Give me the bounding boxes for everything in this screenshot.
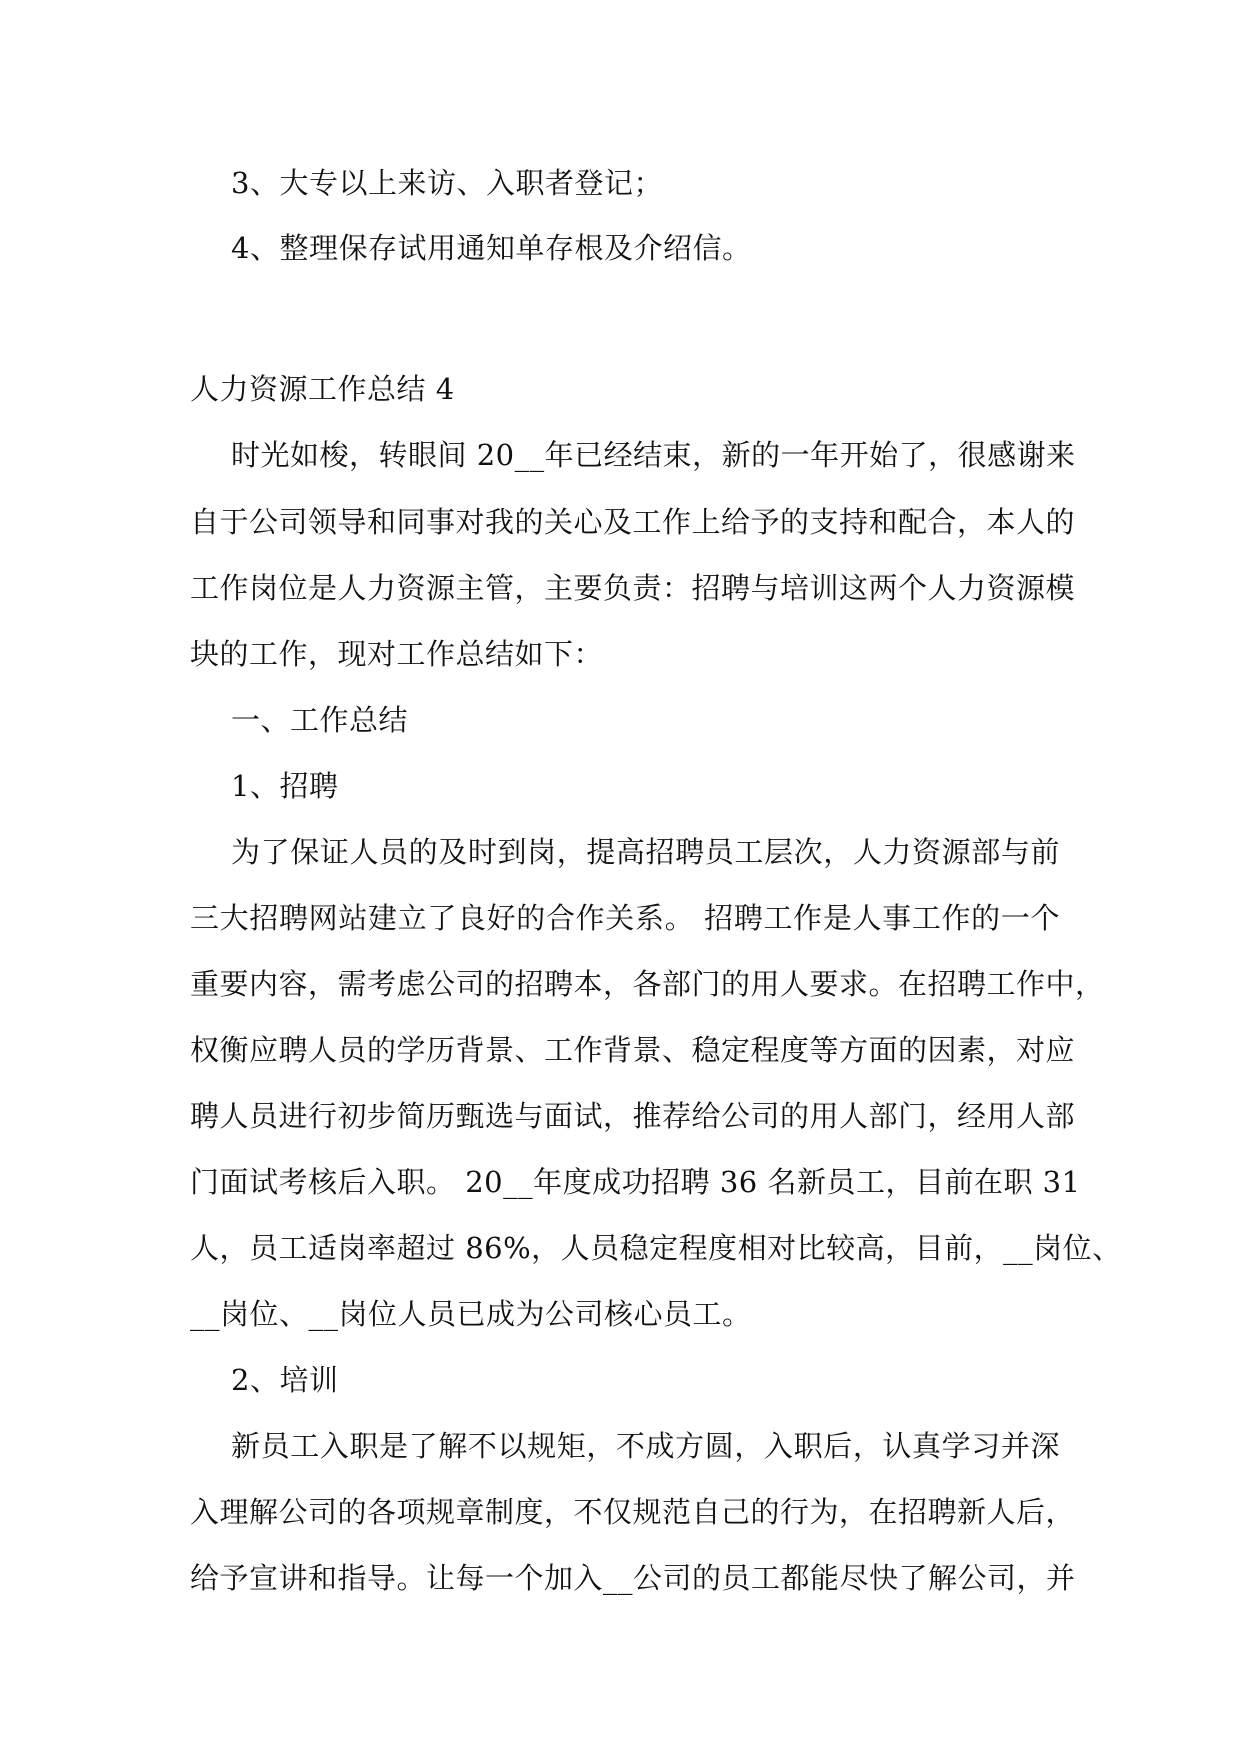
- list-item: 4、整理保存试用通知单存根及介绍信。: [231, 231, 752, 265]
- sub-heading: 2、培训: [231, 1363, 339, 1397]
- paragraph-line: 入理解公司的各项规章制度，不仅规范自己的行为，在招聘新人后，: [190, 1495, 1076, 1529]
- paragraph-line: 三大招聘网站建立了良好的合作关系。 招聘工作是人事工作的一个: [190, 901, 1060, 935]
- paragraph-line: 为了保证人员的及时到岗，提高招聘员工层次，人力资源部与前: [231, 835, 1060, 869]
- paragraph-line: 人，员工适岗率超过 86%，人员稳定程度相对比较高，目前，__岗位、: [190, 1231, 1122, 1265]
- paragraph-line: 时光如梭，转眼间 20__年已经结束，新的一年开始了，很感谢来: [231, 438, 1076, 472]
- list-item: 3、大专以上来访、入职者登记；: [231, 166, 663, 200]
- paragraph-line: 聘人员进行初步简历甄选与面试，推荐给公司的用人部门，经用人部: [190, 1099, 1076, 1133]
- paragraph-line: 工作岗位是人力资源主管，主要负责：招聘与培训这两个人力资源模: [190, 571, 1076, 605]
- paragraph-line: 门面试考核后入职。 20__年度成功招聘 36 名新员工，目前在职 31: [190, 1165, 1081, 1199]
- paragraph-line: __岗位、__岗位人员已成为公司核心员工。: [190, 1297, 752, 1331]
- paragraph-line: 重要内容，需考虑公司的招聘本，各部门的用人要求。在招聘工作中，: [190, 967, 1105, 1001]
- paragraph-line: 自于公司领导和同事对我的关心及工作上给予的支持和配合，本人的: [190, 505, 1076, 539]
- paragraph-line: 权衡应聘人员的学历背景、工作背景、稳定程度等方面的因素，对应: [190, 1033, 1076, 1067]
- paragraph-line: 给予宣讲和指导。让每一个加入__公司的员工都能尽快了解公司，并: [190, 1561, 1076, 1595]
- sub-heading: 1、招聘: [231, 769, 339, 803]
- paragraph-line: 新员工入职是了解不以规矩，不成方圆，入职后，认真学习并深: [231, 1429, 1060, 1463]
- heading: 一、工作总结: [231, 703, 409, 737]
- section-title: 人力资源工作总结 4: [190, 372, 455, 406]
- paragraph-line: 块的工作，现对工作总结如下：: [190, 637, 604, 671]
